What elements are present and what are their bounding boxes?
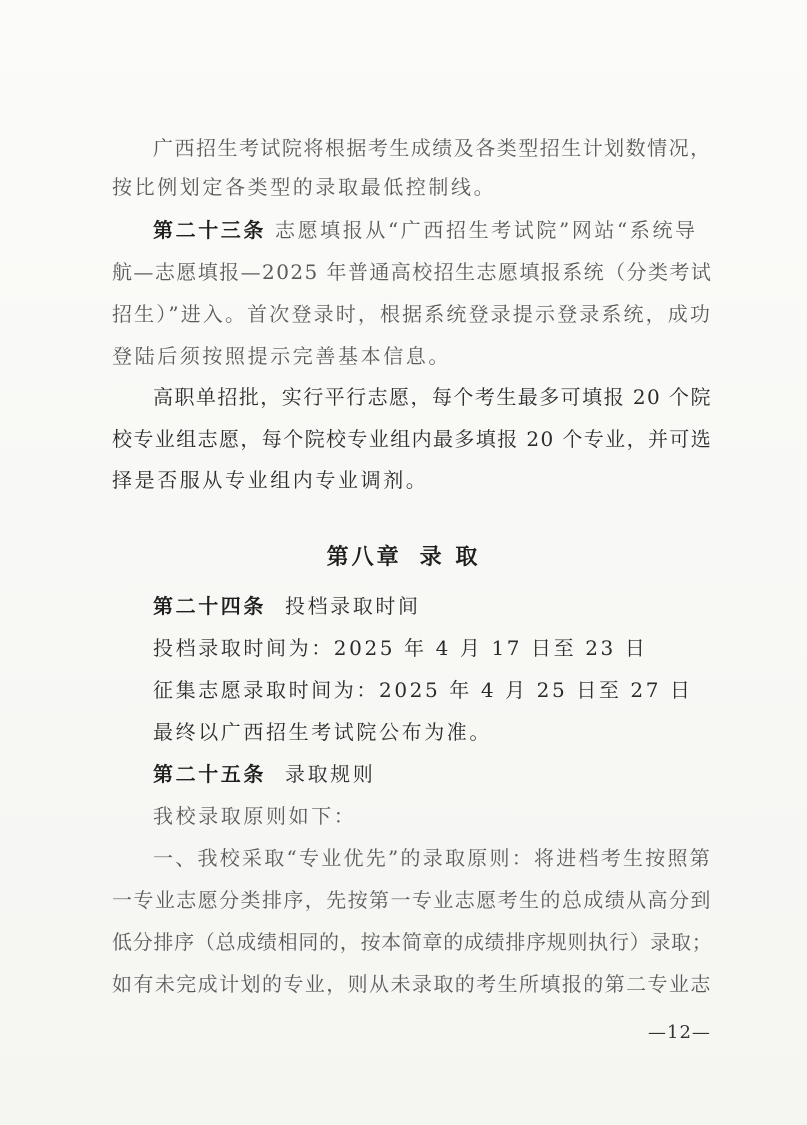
paragraph-line: 广西招生考试院将根据考生成绩及各类型招生计划数情况， [153, 136, 712, 160]
final-note: 最终以广西招生考试院公布为准。 [153, 720, 492, 744]
chapter-title [0, 542, 807, 572]
paragraph-line: 择是否服从专业组内专业调剂。 [112, 468, 429, 492]
article-24-title: 第二十四条 [153, 594, 266, 618]
rule-line: 低分排序（总成绩相同的，按本简章的成绩排序规则执行）录取； [112, 930, 713, 954]
chapter-name: 录 取 [419, 544, 481, 570]
chapter-number: 第八章 [326, 544, 402, 570]
rule-line: 一专业志愿分类排序，先按第一专业志愿考生的总成绩从高分到 [112, 888, 712, 912]
article-25-title: 第二十五条 [153, 762, 266, 786]
rule-line: 一、我校采取“专业优先”的录取原则：将进档考生按照第 [153, 846, 713, 870]
article-24-line [153, 592, 421, 620]
paragraph-line: 登陆后须按照提示完善基本信息。 [112, 344, 451, 368]
paragraph-line: 按比例划定各类型的录取最低控制线。 [112, 175, 497, 199]
rule-line: 如有未完成计划的专业，则从未录取的考生所填报的第二专业志 [112, 972, 712, 996]
article-23-text: 志愿填报从“广西招生考试院”网站“系统导 [274, 218, 698, 242]
article-25-heading: 录取规则 [284, 762, 376, 786]
article-24-heading: 投档录取时间 [284, 594, 421, 618]
rules-intro: 我校录取原则如下： [153, 804, 357, 828]
supplementary-time: 征集志愿录取时间为：2025 年 4 月 25 日至 27 日 [153, 678, 693, 702]
article-23-title: 第二十三条 [153, 218, 266, 242]
paragraph-line: 招生）”进入。首次登录时，根据系统登录提示登录系统，成功 [112, 302, 713, 326]
paragraph-line: 高职单招批，实行平行志愿，每个考生最多可填报 20 个院 [153, 385, 712, 409]
article-23-line [153, 216, 698, 244]
article-25-line [153, 760, 375, 788]
paragraph-line: 航—志愿填报—2025 年普通高校招生志愿填报系统（分类考试 [112, 260, 713, 284]
page-number: —12— [648, 1022, 711, 1043]
paragraph-line: 校专业组志愿，每个院校专业组内最多填报 20 个专业，并可选 [112, 427, 713, 451]
admission-time: 投档录取时间为：2025 年 4 月 17 日至 23 日 [153, 636, 648, 660]
